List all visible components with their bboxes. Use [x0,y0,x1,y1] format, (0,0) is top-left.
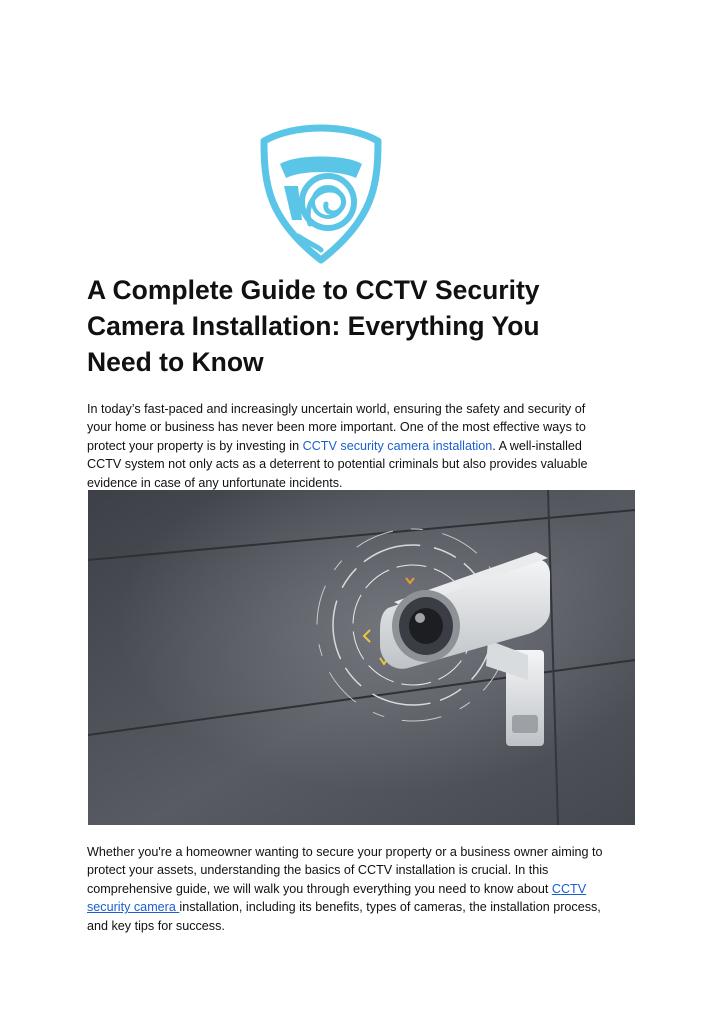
body-line-2: protect your assets, understanding the basics of CCTV installation is crucial. In this [87,863,549,878]
intro-line-3 [87,437,647,455]
body-line-5: and key tips for success. [87,918,225,933]
brand-logo [258,124,384,264]
shield-camera-logo-icon [258,124,384,264]
body-line-3 [87,880,647,898]
body-line-1: Whether you're a homeowner wanting to secure your property or a business owner aiming to [87,845,603,859]
title-line-2: Camera Installation: Everything You [87,311,540,341]
cctv-installation-link[interactable]: CCTV security camera installation [302,438,493,453]
cctv-camera-photo [88,490,635,825]
intro-line-5: evidence in case of any unfortunate incidents. [87,475,343,490]
intro-paragraph [87,400,647,492]
cctv-link-part-2[interactable]: security camera [87,900,180,915]
intro-line-1: In today’s fast-paced and increasingly uncertain world, ensuring the safety and security of [87,402,586,416]
intro-line-4: CCTV system not only acts as a deterrent to potential criminals but also provides valuable [87,457,588,472]
title-line-1: A Complete Guide to CCTV Security [87,275,540,305]
body-line-4-tail: installation, including its benefits, types of cameras, the installation process, [179,900,601,915]
intro-line-3-text: protect your property is by investing in [87,438,303,453]
article-title [87,272,647,380]
cctv-link-part-1[interactable]: CCTV [551,881,587,896]
intro-line-3-tail: . A well-installed [492,438,582,453]
body-line-4 [87,898,647,916]
intro-line-2: your home or business has never been more important. One of the most effective ways to [87,420,586,435]
cctv-camera-photo-icon [88,490,635,825]
body-paragraph [87,843,647,935]
body-line-3-text: comprehensive guide, we will walk you through everything you need to know about [87,881,552,896]
title-line-3: Need to Know [87,347,264,377]
